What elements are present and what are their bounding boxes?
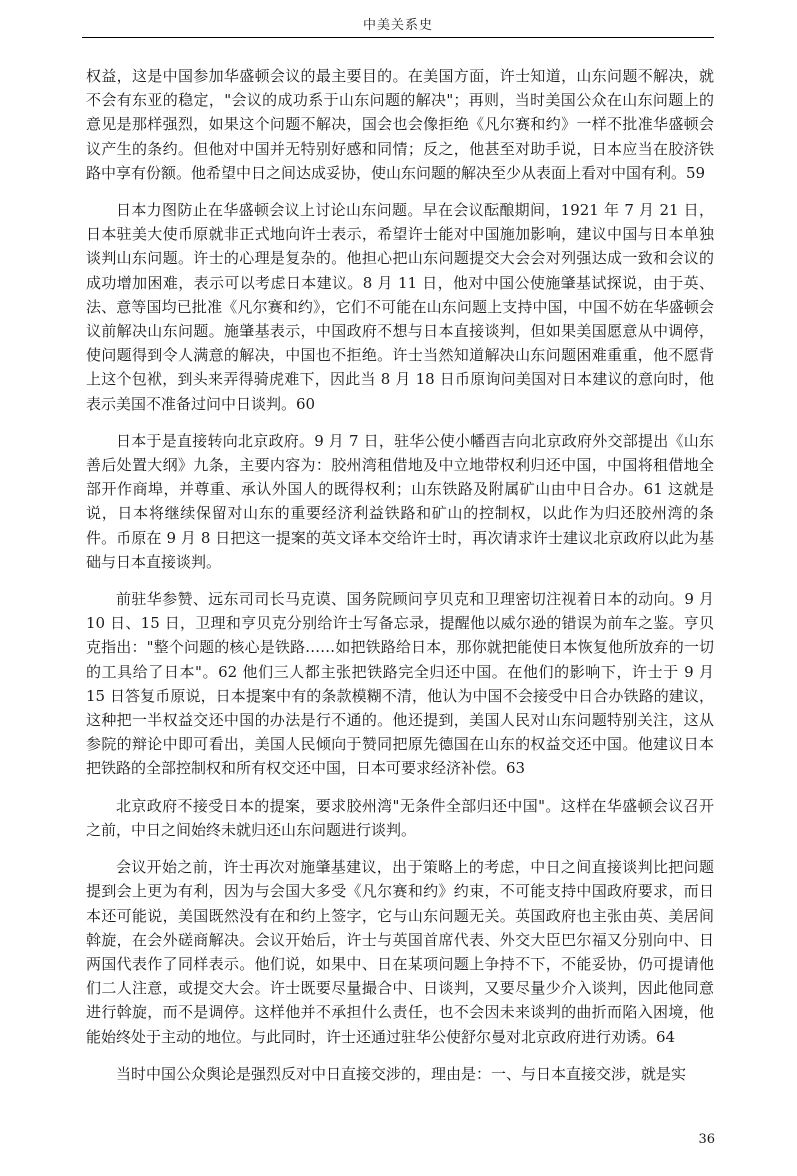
paragraph-2: 日本力图防止在华盛顿会议上讨论山东问题。早在会议酝酿期间，1921 年 7 月 21 日，日本驻美大使币原就非正式地向许士表示，希望许士能对中国施加影响，建议中国与日本单独谈判山东问题。许士的心理是复杂的。他担心把山东问题提交大会会对列强达成一致和会议的成功增加困难，表示可以考虑日本建议。8 月 11 日，他对中国公使施肇基试探说，由于英、法、意等国均已批准《凡尔赛和约》，它们不可能在山东问题上支持中国，中国不妨在华盛顿会议前解决山东问题。施肇基表示，中国政府不想与日本直接谈判，但如果美国愿意从中调停，使问题得到令人满意的解决，中国也不拒绝。许士当然知道解决山东问题困难重重，他不愿背上这个包袱，到头来弄得骑虎难下，因此当 8 月 18 日币原询问美国对日本建议的意向时，他表示美国不准备过问中日谈判。60 bbox=[86, 201, 714, 413]
paragraph-4: 前驻华参赞、远东司司长马克谟、国务院顾问亨贝克和卫理密切注视着日本的动向。9 月 10 日、15 日，卫理和亨贝克分别给许士写备忘录，提醒他以威尔逊的错误为前车之鉴。亨贝克指出："整个问题的核心是铁路……如把铁路给日本，那你就把能使日本恢复他所放弃的一切的工具给了日本"。62 他们三人都主张把铁路完全归还中国。在他们的影响下，许士于 9 月 15 日答复币原说，日本提案中有的条款模糊不清，他认为中国不会接受中日合办铁路的建议，这种把一半权益交还中国的办法是行不通的。他还提到，美国人民对山东问题特别关注，这从参院的辩论中即可看出，美国人民倾向于赞同把原先德国在山东的权益交还中国。他建议日本把铁路的全部控制权和所有权交还中国，日本可要求经济补偿。63 bbox=[86, 590, 714, 778]
paragraph-5: 北京政府不接受日本的提案，要求胶州湾"无条件全部归还中国"。这样在华盛顿会议召开之前，中日之间始终未就归还山东问题进行谈判。 bbox=[86, 796, 714, 839]
running-header: 中美关系史 bbox=[362, 18, 433, 33]
paragraph-1: 权益，这是中国参加华盛顿会议的最主要目的。在美国方面，许士知道，山东问题不解决，就不会有东亚的稳定，"会议的成功系于山东问题的解决"；再则，当时美国公众在山东问题上的意见是那样强烈，如果这个问题不解决，国会也会像拒绝《凡尔赛和约》一样不批准华盛顿会议产生的条约。但他对中国并无特别好感和同情；反之，他甚至对助手说，日本应当在胶济铁路中享有份额。他希望中日之间达成妥协，使山东问题的解决至少从表面上看对中国有利。59 bbox=[86, 67, 714, 182]
page-number: 36 bbox=[698, 1132, 715, 1147]
paragraph-3: 日本于是直接转向北京政府。9 月 7 日，驻华公使小幡酉吉向北京政府外交部提出《山东善后处置大纲》九条，主要内容为：胶州湾租借地及中立地带权利归还中国，中国将租借地全部开作商埠，并尊重、承认外国人的既得权利；山东铁路及附属矿山由中日合办。61 这就是说，日本将继续保留对山东的重要经济利益铁路和矿山的控制权，以此作为归还胶州湾的条件。币原在 9 月 8 日把这一提案的英文译本交给许士时，再次请求许士建议北京政府以此为基础与日本直接谈判。 bbox=[86, 431, 714, 571]
paragraph-6: 会议开始之前，许士再次对施肇基建议，出于策略上的考虑，中日之间直接谈判比把问题提到会上更为有利，因为与会国大多受《凡尔赛和约》约束，不可能支持中国政府要求，而日本还可能说，美国既然没有在和约上签字，它与山东问题无关。英国政府也主张由英、美居间斡旋，在会外磋商解决。会议开始后，许士与英国首席代表、外交大臣巴尔福又分别向中、日两国代表作了同样表示。他们说，如果中、日在某项问题上争持不下，不能妥协，仍可提请他们二人注意，或提交大会。许士既要尽量撮合中、日谈判，又要尽量少介入谈判，因此他同意进行斡旋，而不是调停。这样他并不承担什么责任，也不会因未来谈判的曲折而陷入困境，他能始终处于主动的地位。与此同时，许士还通过驻华公使舒尔曼对北京政府进行劝诱。64 bbox=[86, 858, 714, 1046]
paragraph-7: 当时中国公众舆论是强烈反对中日直接交涉的，理由是：一、与日本直接交涉，就是实 bbox=[116, 1064, 687, 1083]
header-rule bbox=[82, 37, 714, 38]
body-text bbox=[86, 64, 714, 1099]
